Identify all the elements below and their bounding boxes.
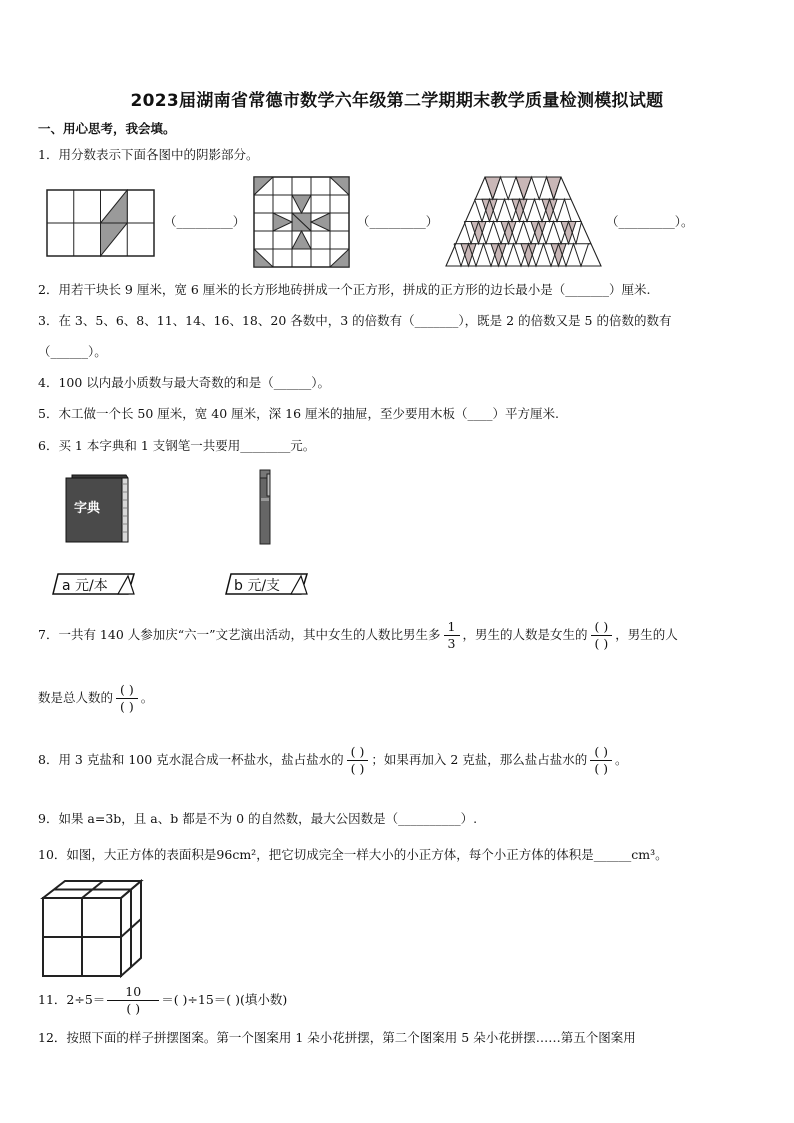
q8-text-2: ；如果再加入 2 克盐，那么盐占盐水的 <box>371 752 588 767</box>
q1-figure-pattern <box>253 176 351 269</box>
q7-text-5: 。 <box>140 690 154 705</box>
question-4: 4．100 以内最小质数与最大奇数的和是（______）。 <box>38 375 331 390</box>
q11-text-1: 11．2÷5＝ <box>38 992 106 1007</box>
q10-unit: cm³ <box>631 847 656 862</box>
price-label-pen: b 元/支 <box>234 578 281 594</box>
q1-answer-blank-3[interactable]: （_________）。 <box>606 214 694 229</box>
section-heading: 一、用心思考，我会填。 <box>38 121 176 136</box>
question-5: 5．木工做一个长 50 厘米，宽 40 厘米，深 16 厘米的抽屉，至少要用木板（____）平方厘米. <box>38 406 559 421</box>
q7-fraction-numerator: 1 <box>444 619 460 636</box>
q8-answer-fraction-2[interactable] <box>590 744 612 777</box>
q7-text-4: 数是总人数的 <box>38 690 114 705</box>
question-3: 3．在 3、5、6、8、11、14、16、18、20 各数中，3 的倍数有（_______），既是 2 的倍数又是 5 的倍数的数有 <box>38 313 672 328</box>
question-10 <box>38 847 668 863</box>
q10-text-3: 。 <box>655 847 668 862</box>
cube-figure <box>40 878 144 980</box>
q1-answer-blank-2[interactable]: （_________） <box>357 214 439 229</box>
q8-text-1: 8．用 3 克盐和 100 克水混合成一杯盐水，盐占盐水的 <box>38 752 344 767</box>
page-title: 2023届湖南省常德市数学六年级第二学期期末教学质量检测模拟试题 <box>130 91 664 111</box>
fraction-blank-numerator[interactable]: ( ) <box>116 682 138 699</box>
q11-text-2: ＝( )÷15＝( )(填小数) <box>161 992 288 1007</box>
question-7 <box>38 619 678 652</box>
q7-text-1: 7．一共有 140 人参加庆“六一”文艺演出活动，其中女生的人数比男生多 <box>38 627 441 642</box>
fraction-blank-numerator[interactable]: ( ) <box>347 744 369 761</box>
q10-text-1: 10．如图，大正方体的表面积是 <box>38 847 217 862</box>
fraction-blank-denominator[interactable]: ( ) <box>350 761 365 776</box>
pen-icon <box>255 468 275 548</box>
question-3-continued: （______）。 <box>38 344 107 359</box>
question-1: 1．用分数表示下面各图中的阴影部分。 <box>38 147 259 162</box>
q11-fraction-numerator: 10 <box>107 984 159 1001</box>
question-2: 2．用若干块长 9 厘米，宽 6 厘米的长方形地砖拼成一个正方形，拼成的正方形的边长最小是（_______）厘米. <box>38 282 651 297</box>
q11-fraction[interactable] <box>107 984 159 1017</box>
q10-text-2: ，把它切成完全一样大小的小正方体，每个小正方体的体积是______ <box>256 847 632 862</box>
q8-answer-fraction-1[interactable] <box>347 744 369 777</box>
q8-text-3: 。 <box>615 752 628 767</box>
dictionary-label: 字典 <box>74 501 101 516</box>
q1-figure-triangles <box>445 175 603 268</box>
fraction-blank-numerator[interactable]: ( ) <box>591 619 613 636</box>
question-12: 12．按照下面的样子拼摆图案。第一个图案用 1 朵小花拼摆，第二个图案用 5 朵小花拼摆……第五个图案用 <box>38 1030 636 1045</box>
q7-answer-fraction-1[interactable] <box>591 619 613 652</box>
q7-answer-fraction-2[interactable] <box>116 682 138 715</box>
q11-fraction-denominator[interactable]: ( ) <box>126 1001 141 1016</box>
q7-text-2: ，男生的人数是女生的 <box>462 627 588 642</box>
q1-answer-blank-1[interactable]: （_________） <box>164 214 246 229</box>
question-7-continued <box>38 682 153 715</box>
q1-figure-grid <box>46 189 156 258</box>
q7-text-3: ，男生的人 <box>615 627 678 642</box>
fraction-blank-denominator[interactable]: ( ) <box>120 699 134 714</box>
fraction-blank-denominator[interactable]: ( ) <box>594 761 609 776</box>
fraction-blank-denominator[interactable]: ( ) <box>594 636 609 651</box>
question-6: 6．买 1 本字典和 1 支钢笔一共要用________元。 <box>38 438 316 453</box>
question-9: 9．如果 a=3b，且 a、b 都是不为 0 的自然数，最大公因数是（__________）. <box>38 811 478 826</box>
q7-fraction-one-third <box>444 619 460 652</box>
question-8 <box>38 744 628 777</box>
fraction-blank-numerator[interactable]: ( ) <box>590 744 612 761</box>
question-11 <box>38 984 287 1017</box>
q10-surface-area: 96cm² <box>216 847 257 862</box>
price-label-book: a 元/本 <box>62 578 108 594</box>
q7-fraction-denominator: 3 <box>447 636 456 651</box>
